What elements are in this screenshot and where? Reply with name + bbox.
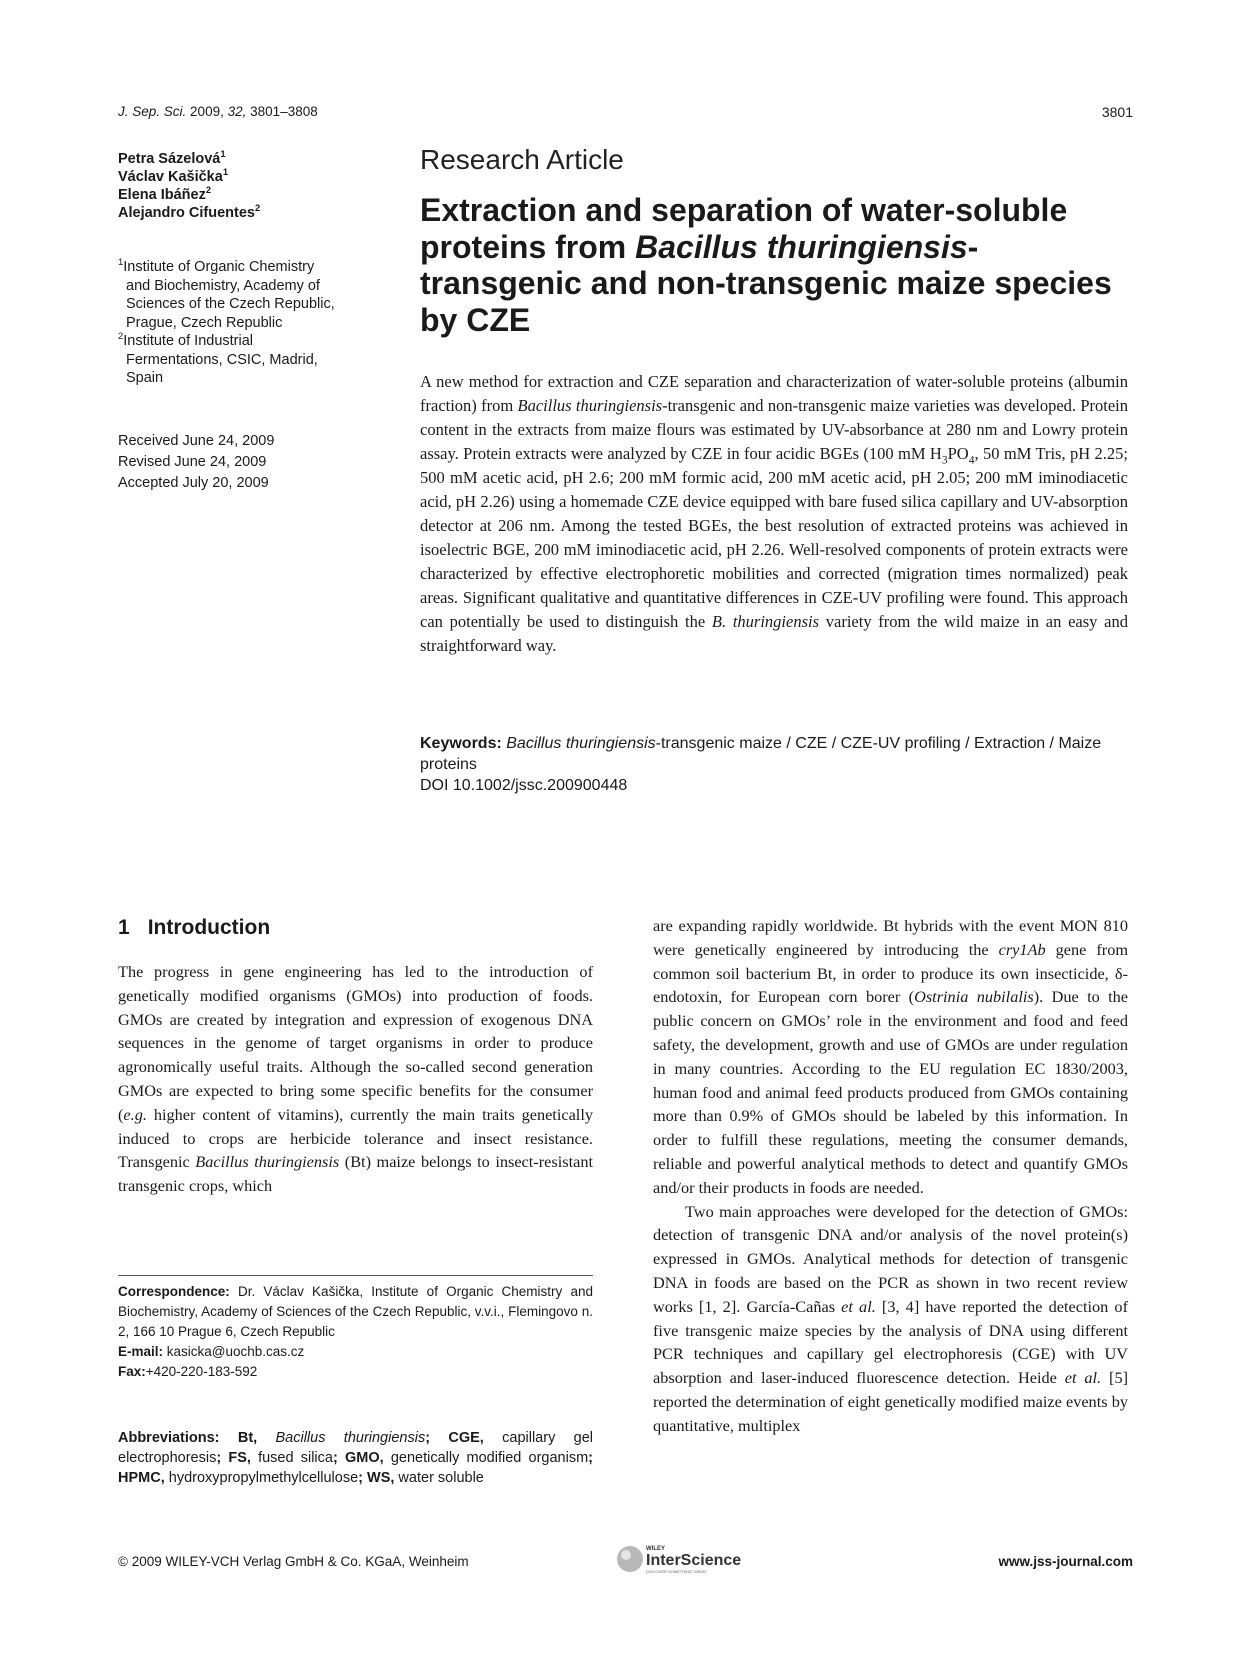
author: Elena Ibáñez$^2$	[118, 184, 212, 203]
article-title: Extraction and separation of water-soluble proteins from Bacillus thuringiensis-transgenic and non-transgenic maize species by CZE	[420, 192, 1112, 338]
affiliation-line: Sciences of the Czech Republic,	[126, 296, 335, 312]
globe-icon	[617, 1546, 643, 1572]
received-date: Received June 24, 2009	[118, 433, 275, 449]
affiliation-line: and Biochemistry, Academy of	[126, 277, 320, 294]
abbreviations: Abbreviations: Bt, Bacillus thuringiensis; CGE, capillary gel electrophoresis; FS, fused silica; GMO, genetically modified organism; HPMC, hydroxypropylmethylcellulose; WS, water soluble	[118, 1430, 593, 1486]
journal-name: J. Sep. Sci.	[118, 104, 187, 119]
author: Alejandro Cifuentes$^2$	[118, 202, 261, 221]
abstract: A new method for extraction and CZE separation and characterization of water-soluble proteins (albumin fraction) from Bacillus thuringiensis-transgenic and non-transgenic maize varieties was developed. Protein content in the extracts from maize flours was estimated by UV-absorbance at 280 nm and Lowry protein assay. Protein extracts were analyzed by CZE in four acidic BGEs (100 mM $H_3PO_4$, 50 mM Tris, pH 2.25; 500 mM acetic acid, pH 2.6; 200 mM formic acid, 200 mM acetic acid, pH 2.05; 200 mM iminodiacetic acid, pH 2.26) using a homemade CZE device equipped with bare fused silica capillary and UV-absorption detector at 206 nm. Among the tested BGEs, the best resolution of extracted proteins was achieved in isoelectric BGE, 200 mM iminodiacetic acid, pH 2.26. Well-resolved components of protein extracts were characterized by effective electrophoretic mobilities and corrected (migration times normalized) peak areas. Significant qualitative and quantitative differences in CZE-UV profiling were found. This approach can potentially be used to distinguish the B. thuringiensis variety from the wild maize in an easy and straightforward way.	[420, 372, 1129, 655]
journal-reference	[118, 104, 318, 119]
revised-date: Revised June 24, 2009	[118, 454, 267, 470]
affiliation-line: Prague, Czech Republic	[126, 314, 283, 331]
paragraph: are expanding rapidly worldwide. Bt hybrids with the event MON 810 were genetically engineered by introducing the cry1Ab gene from common soil bacterium Bt, in order to produce its own insecticide, δ-endotoxin, for European corn borer (Ostrinia nubilalis). Due to the public concern on GMOs’ role in the environment and food and feed safety, the development, growth and use of GMOs are under regulation in many countries. According to the EU regulation EC 1830/2003, human food and animal feed products produced from GMOs containing more than 0.9% of GMOs should be labeled by this information. In order to fulfill these regulations, meeting the consumer demands, reliable and powerful analytical methods to detect and quantify GMOs and/or their products in foods are needed.	[653, 916, 1128, 1197]
correspondence: Correspondence: Dr. Václav Kašička, Institute of Organic Chemistry and Biochemistry, Academy of Sciences of the Czech Republic, v.v.i., Flemingovo n. 2, 166 10 Prague 6, Czech Republic E-mail: kasicka@uochb.cas.cz Fax:+420-220-183-592	[118, 1284, 593, 1379]
article-type: Research Article	[420, 144, 624, 175]
footnote-divider	[118, 1275, 593, 1276]
logo-main-text: InterScience	[646, 1552, 742, 1569]
article-dates	[118, 431, 274, 494]
logo-tagline: DISCOVER SOMETHING GREAT	[646, 1569, 707, 1574]
logo-top-text: WILEY	[646, 1546, 665, 1552]
author-list	[118, 150, 260, 222]
interscience-logo	[614, 1541, 764, 1577]
copyright: © 2009 WILEY-VCH Verlag GmbH & Co. KGaA, Weinheim	[118, 1554, 469, 1569]
affiliation-line: Spain	[126, 370, 164, 386]
accepted-date: Accepted July 20, 2009	[118, 475, 269, 491]
journal-pages: 3801–3808	[250, 104, 318, 119]
paragraph: Two main approaches were developed for the detection of GMOs: detection of transgenic DNA and/or analysis of the novel protein(s) expressed in GMOs. Analytical methods for detection of transgenic DNA in foods are based on the PCR as shown in two recent review works [1, 2]. García-Cañas et al. [3, 4] have reported the detection of five transgenic maize species by the analysis of DNA using different PCR techniques and capillary gel electrophoresis (CGE) with UV absorption and laser-induced fluorescence detection. Heide et al. [5] reported the determination of eight genetically modified maize events by quantitative, multiplex	[653, 1201, 1129, 1435]
keywords	[420, 733, 1128, 796]
email-link[interactable]: kasicka@uochb.cas.cz	[163, 1344, 305, 1359]
section-heading: 1 Introduction	[118, 916, 271, 939]
affiliation-line: Fermentations, CSIC, Madrid,	[126, 351, 318, 368]
keyword-list: Keywords: Bacillus thuringiensis-transgenic maize / CZE / CZE-UV profiling / Extraction / Maize proteins	[420, 735, 1102, 773]
intro-right-column	[653, 914, 1128, 1438]
doi: DOI 10.1002/jssc.200900448	[420, 777, 628, 794]
page-number: 3801	[1101, 104, 1133, 120]
author: Václav Kašička$^1$	[118, 166, 229, 185]
author: Petra Sázelová$^1$	[118, 148, 226, 167]
journal-volume: 32,	[227, 104, 247, 119]
intro-left-column: The progress in gene engineering has led to the introduction of genetically modified organisms (GMOs) into production of foods. GMOs are created by integration and expression of exogenous DNA sequences in the genome of target organisms in order to produce agronomically useful traits. Although the so-called second generation GMOs are expected to bring some specific benefits for the consumer (e.g. higher content of vitamins), currently the main traits genetically induced to crops are herbicide tolerance and insect resistance. Transgenic Bacillus thuringiensis (Bt) maize belongs to insect-resistant transgenic crops, which	[118, 962, 593, 1196]
affiliation-line: $^1$Institute of Organic Chemistry	[118, 256, 315, 275]
journal-year: 2009,	[190, 104, 224, 119]
affiliations	[118, 258, 378, 388]
journal-website-link[interactable]: www.jss-journal.com	[998, 1554, 1133, 1569]
affiliation-line: $^2$Institute of Industrial	[118, 330, 253, 349]
